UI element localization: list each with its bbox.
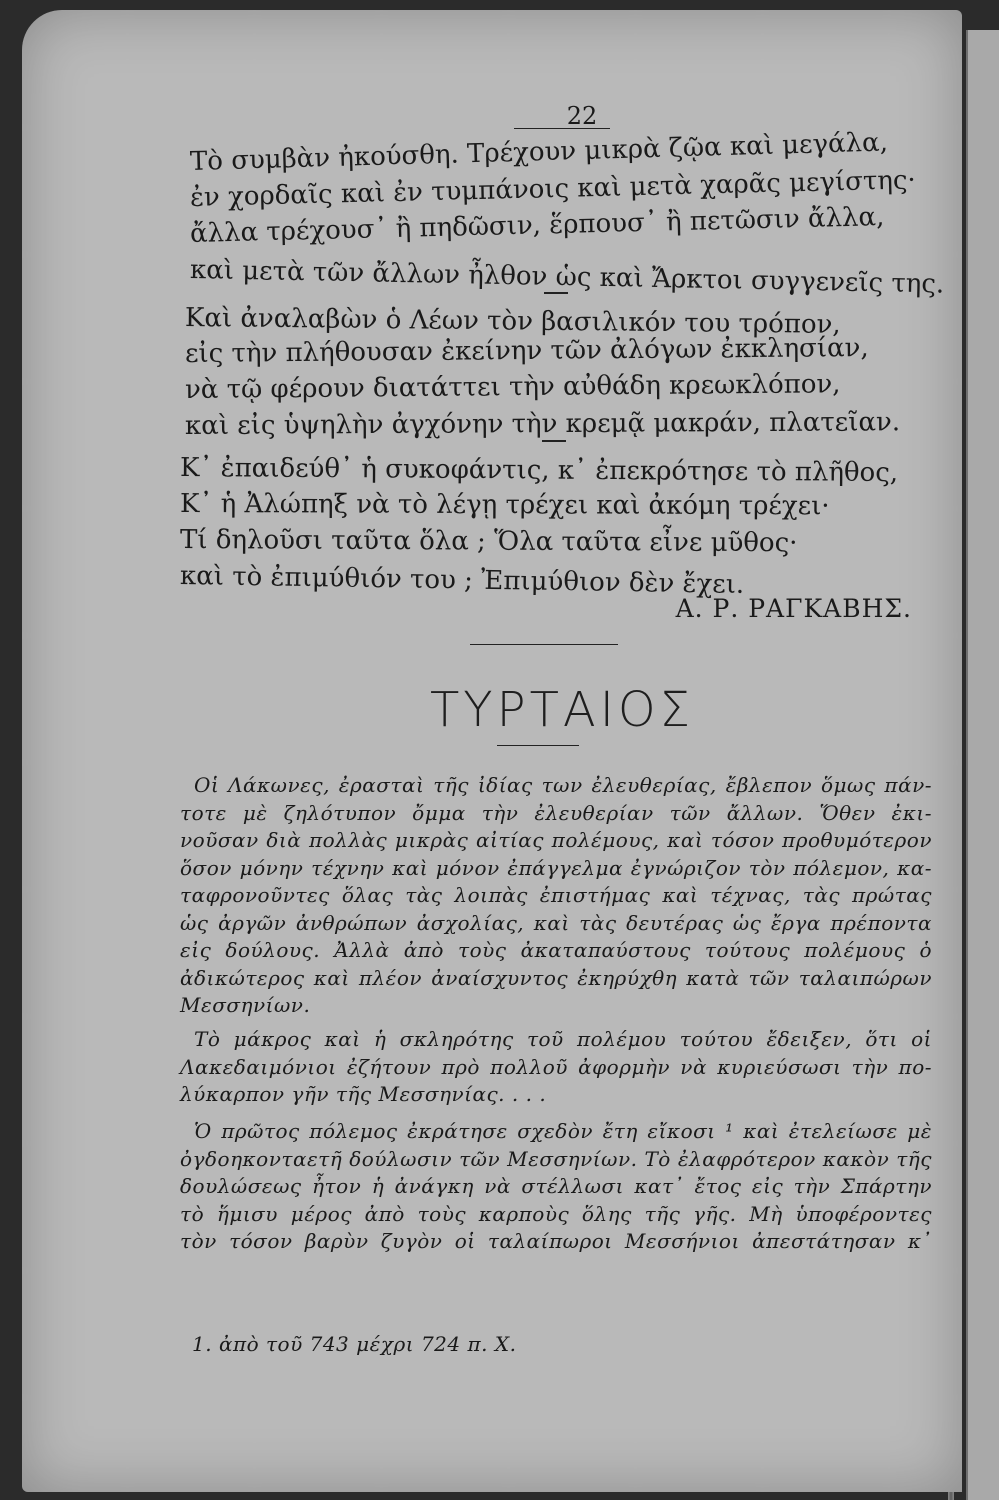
poem-line: Κ᾽ ἡ Ἀλώπηξ νὰ τὸ λέγῃ τρέχει καὶ ἀκόμη τρέχει· — [179, 489, 830, 522]
text-line: ἀδικώτερος καὶ πλέον ἀναίσχυντος ἐκηρύχθη κατὰ τῶν ταλαιπώρων — [180, 965, 932, 990]
text-line: Μεσσηνίων. — [180, 993, 311, 1017]
text-line: ὅσον μόνην τέχνην καὶ μόνον ἐπάγγελμα ἐγνώριζον τὸν πόλεμον, κα- — [180, 855, 932, 880]
poem-line: καὶ εἰς ὑψηλὴν ἀγχόνην τὴν κρεμᾷ μακράν, πλατεῖαν. — [184, 407, 901, 441]
poem-stanza-3 — [179, 450, 900, 600]
text-line: λύκαρπον γῆν τῆς Μεσσηνίας. . . . — [180, 1082, 547, 1106]
text-line: δουλώσεως ἦτον ἡ ἀνάγκη νὰ στέλλωσι κατ᾽ ἔτος εἰς τὴν Σπάρτην — [180, 1174, 932, 1198]
poem-line: καὶ τὸ ἐπιμύθιόν του ; Ἐπιμύθιον δὲν ἔχει. — [179, 561, 745, 600]
page-number-rule — [514, 128, 610, 129]
stanza-separator — [542, 440, 566, 442]
text-line: Τὸ μάκρος καὶ ἡ σκληρότης τοῦ πολέμου τούτου ἔδειξεν, ὅτι οἱ — [194, 1027, 932, 1051]
poem-stanza-2 — [185, 300, 905, 444]
text-line: Ὁ πρῶτος πόλεμος ἐκράτησε σχεδὸν ἔτη εἴκοσι ¹ καὶ ἐτελείωσε μὲ — [194, 1119, 932, 1143]
poem-stanza-1 — [189, 127, 945, 300]
poem-line: ἄλλα τρέχουσ᾽ ἢ πηδῶσιν, ἕρπουσ᾽ ἢ πετῶσιν ἄλλα, — [189, 202, 885, 249]
poem-line: Τί δηλοῦσι ταῦτα ὅλα ; Ὅλα ταῦτα εἶνε μῦθος· — [179, 525, 798, 559]
poem-line: Κ᾽ ἐπαιδεύθ᾽ ἡ συκοφάντις, κ᾽ ἐπεκρότησε τὸ πλῆθος, — [179, 453, 899, 489]
text-line: νοῦσαν διὰ πολλὰς μικρὰς αἰτίας πολέμους, καὶ τόσον προθυμότερον — [180, 828, 932, 852]
poem-author-signature: Α. Ρ. ΡΑΓΚΑΒΗΣ. — [675, 594, 912, 623]
section-divider — [470, 644, 618, 645]
footnote: 1. ἀπὸ τοῦ 743 μέχρι 724 π. Χ. — [192, 1332, 517, 1356]
page-number: 22 — [566, 102, 598, 130]
stanza-separator — [544, 292, 568, 294]
title-underline — [497, 745, 579, 746]
poem-line: εἰς τὴν πλήθουσαν ἐκείνην τῶν ἀλόγων ἐκκλησίαν, — [184, 333, 869, 369]
text-line: εἰς δούλους. Ἀλλὰ ἀπὸ τοὺς ἀκαταπαύστους τούτους πολέμους ὁ — [180, 938, 932, 962]
text-line: Οἱ Λάκωνες, ἐρασταὶ τῆς ἰδίας των ἐλευθερίας, ἔβλεπον ὅμως πάν- — [194, 773, 932, 797]
text-line: ὀγδοηκονταετῆ δούλωσιν τῶν Μεσσηνίων. Τὸ ἐλαφρότερον κακὸν τῆς — [180, 1146, 932, 1171]
text-line: τοτε μὲ ζηλότυπον ὄμμα τὴν ἐλευθερίαν τῶν ἄλλων. Ὅθεν ἐκι- — [180, 800, 932, 825]
poem-line: νὰ τῷ φέρουν διατάττει τὴν αὐθάδη κρεωκλόπον, — [184, 369, 841, 405]
poem-line: Καὶ ἀναλαβὼν ὁ Λέων τὸν βασιλικόν του τρόπον, — [184, 303, 841, 340]
article-paragraph-1 — [180, 772, 932, 1020]
poem-line: καὶ μετὰ τῶν ἄλλων ἦλθον ὡς καὶ Ἄρκτοι συγγενεῖς της. — [189, 255, 945, 300]
text-line: ταφρονοῦντες ὅλας τὰς λοιπὰς ἐπιστήμας καὶ τέχνας, τὰς πρώτας — [180, 883, 932, 907]
article-paragraph-2 — [180, 1026, 932, 1109]
text-line: τὸ ἥμισυ μέρος ἀπὸ τοὺς καρποὺς ὅλης τῆς γῆς. Μὴ ὑποφέροντες — [180, 1201, 932, 1226]
poem-line: ἐν χορδαῖς καὶ ἐν τυμπάνοις καὶ μετὰ χαρᾶς μεγίστης· — [189, 165, 917, 213]
article-paragraph-3 — [180, 1118, 932, 1256]
adjacent-page-edge — [966, 30, 999, 1500]
book-page — [22, 10, 962, 1492]
text-line: ὡς ἀργῶν ἀνθρώπων ἀσχολίας, καὶ τὰς δευτέρας ὡς ἔργα πρέποντα — [180, 910, 932, 935]
text-line: τὸν τόσον βαρὺν ζυγὸν οἱ ταλαίπωροι Μεσσήνιοι ἀπεστάτησαν κ᾽ — [180, 1229, 932, 1253]
poem-line: Τὸ συμβὰν ἠκούσθη. Τρέχουν μικρὰ ζῷα καὶ μεγάλα, — [189, 127, 889, 177]
text-line: Λακεδαιμόνιοι ἐζήτουν πρὸ πολλοῦ ἀφορμὴν νὰ κυριεύσωσι τὴν πο- — [180, 1054, 932, 1079]
article-title: ΤΥΡΤΑΙΟΣ — [429, 682, 694, 738]
